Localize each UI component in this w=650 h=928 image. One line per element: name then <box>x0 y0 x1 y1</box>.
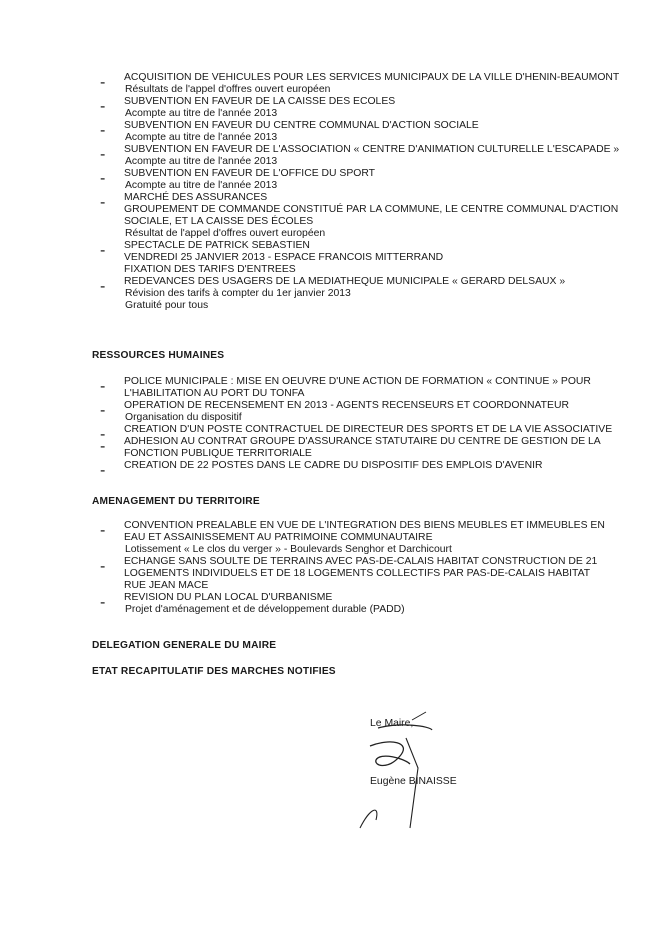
bullet-dash: - <box>100 594 106 611</box>
bullet-dash: - <box>100 146 106 163</box>
item-line: VENDREDI 25 JANVIER 2013 - ESPACE FRANCOIS MITTERRAND <box>124 252 444 263</box>
bullet-dash: - <box>100 558 106 575</box>
item-line: L'HABILITATION AU PORT DU TONFA <box>124 388 305 399</box>
item-line: CONVENTION PREALABLE EN VUE DE L'INTEGRATION DES BIENS MEUBLES ET IMMEUBLES EN <box>124 520 605 531</box>
list-item <box>0 400 650 424</box>
list-item <box>0 556 650 592</box>
item-line: Acompte au titre de l'année 2013 <box>125 132 278 143</box>
item-line: FIXATION DES TARIFS D'ENTREES <box>124 264 296 275</box>
bullet-dash: - <box>100 378 106 395</box>
item-line: Révision des tarifs à compter du 1er janvier 2013 <box>125 288 351 299</box>
list-item <box>0 96 650 120</box>
item-line: Résultats de l'appel d'offres ouvert européen <box>125 84 331 95</box>
item-line: CREATION DE 22 POSTES DANS LE CADRE DU DISPOSITIF DES EMPLOIS D'AVENIR <box>124 460 543 471</box>
list-item <box>0 240 650 276</box>
bullet-dash: - <box>100 278 106 295</box>
heading-amenagement-territoire: AMENAGEMENT DU TERRITOIRE <box>92 496 260 507</box>
bullet-dash: - <box>100 438 106 455</box>
handwritten-signature <box>340 708 450 838</box>
item-line: Projet d'aménagement et de développement durable (PADD) <box>125 604 405 615</box>
item-line: POLICE MUNICIPALE : MISE EN OEUVRE D'UNE ACTION DE FORMATION « CONTINUE » POUR <box>124 376 591 387</box>
item-line: CREATION D'UN POSTE CONTRACTUEL DE DIRECTEUR DES SPORTS ET DE LA VIE ASSOCIATIVE <box>124 424 613 435</box>
item-line: SUBVENTION EN FAVEUR DE L'OFFICE DU SPORT <box>124 168 376 179</box>
item-line: ADHESION AU CONTRAT GROUPE D'ASSURANCE STATUTAIRE DU CENTRE DE GESTION DE LA <box>124 436 601 447</box>
item-line: Organisation du dispositif <box>125 412 242 423</box>
bullet-dash: - <box>100 462 106 479</box>
bullet-dash: - <box>100 74 106 91</box>
item-line: LOGEMENTS INDIVIDUELS ET DE 18 LOGEMENTS COLLECTIFS PAR PAS-DE-CALAIS HABITAT <box>124 568 591 579</box>
list-item <box>0 144 650 168</box>
item-line: MARCHÉ DES ASSURANCES <box>124 192 268 203</box>
bullet-dash: - <box>100 242 106 259</box>
section-2-list <box>0 376 650 479</box>
item-line: SUBVENTION EN FAVEUR DU CENTRE COMMUNAL D'ACTION SOCIALE <box>124 120 479 131</box>
bullet-dash: - <box>100 98 106 115</box>
item-line: FONCTION PUBLIQUE TERRITORIALE <box>124 448 312 459</box>
item-line: SUBVENTION EN FAVEUR DE LA CAISSE DES ECOLES <box>124 96 396 107</box>
item-line: SUBVENTION EN FAVEUR DE L'ASSOCIATION « CENTRE D'ANIMATION CULTURELLE L'ESCAPADE » <box>124 144 620 155</box>
item-line: SOCIALE, ET LA CAISSE DES ÉCOLES <box>124 216 314 227</box>
item-line: Acompte au titre de l'année 2013 <box>125 156 278 167</box>
list-item <box>0 192 650 240</box>
heading-ressources-humaines: RESSOURCES HUMAINES <box>92 350 225 361</box>
item-line: Acompte au titre de l'année 2013 <box>125 108 278 119</box>
bullet-dash: - <box>100 122 106 139</box>
item-line: GROUPEMENT DE COMMANDE CONSTITUÉ PAR LA COMMUNE, LE CENTRE COMMUNAL D'ACTION <box>124 204 619 215</box>
item-line: REDEVANCES DES USAGERS DE LA MEDIATHEQUE MUNICIPALE « GERARD DELSAUX » <box>124 276 566 287</box>
item-line: Gratuité pour tous <box>125 300 209 311</box>
list-item <box>0 72 650 96</box>
item-line: SPECTACLE DE PATRICK SEBASTIEN <box>124 240 310 251</box>
item-line: Acompte au titre de l'année 2013 <box>125 180 278 191</box>
item-line: ACQUISITION DE VEHICULES POUR LES SERVICES MUNICIPAUX DE LA VILLE D'HENIN-BEAUMONT <box>124 72 620 83</box>
bullet-dash: - <box>100 426 106 443</box>
list-item <box>0 520 650 556</box>
list-item <box>0 276 650 312</box>
heading-etat-recapitulatif: ETAT RECAPITULATIF DES MARCHES NOTIFIES <box>92 666 336 677</box>
bullet-dash: - <box>100 194 106 211</box>
list-item <box>0 592 650 616</box>
bullet-dash: - <box>100 522 106 539</box>
list-item <box>0 168 650 192</box>
item-line: Résultat de l'appel d'offres ouvert européen <box>125 228 326 239</box>
item-line: OPERATION DE RECENSEMENT EN 2013 - AGENTS RECENSEURS ET COORDONNATEUR <box>124 400 569 411</box>
item-line: Lotissement « Le clos du verger » - Boulevards Senghor et Darchicourt <box>125 544 452 555</box>
bullet-dash: - <box>100 170 106 187</box>
bullet-dash: - <box>100 402 106 419</box>
section-3-list <box>0 520 650 616</box>
signature-title: Le Maire, <box>370 718 414 729</box>
section-1-list <box>0 72 650 312</box>
signature-name: Eugène BINAISSE <box>370 776 457 787</box>
list-item <box>0 120 650 144</box>
item-line: RUE JEAN MACE <box>124 580 209 591</box>
list-item <box>0 460 650 479</box>
item-line: EAU ET ASSAINISSEMENT AU PATRIMOINE COMMUNAUTAIRE <box>124 532 433 543</box>
list-item <box>0 436 650 460</box>
item-line: REVISION DU PLAN LOCAL D'URBANISME <box>124 592 333 603</box>
item-line: ECHANGE SANS SOULTE DE TERRAINS AVEC PAS-DE-CALAIS HABITAT CONSTRUCTION DE 21 <box>124 556 598 567</box>
heading-delegation-generale: DELEGATION GENERALE DU MAIRE <box>92 640 277 651</box>
list-item <box>0 376 650 400</box>
